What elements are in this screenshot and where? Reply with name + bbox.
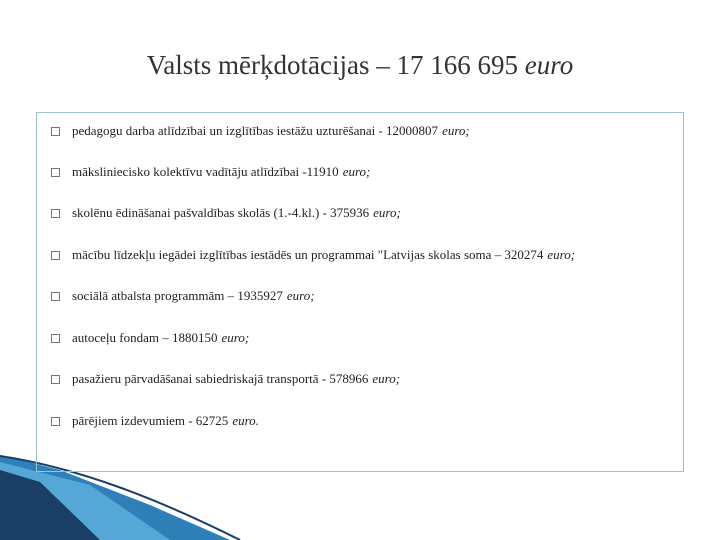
list-item bbox=[51, 286, 315, 306]
item-unit: euro; bbox=[286, 288, 315, 303]
item-text: pedagogu darba atlīdzībai un izglītības iestāžu uzturēšanai - 12000807 bbox=[72, 123, 439, 138]
square-bullet-icon bbox=[51, 168, 60, 177]
square-bullet-icon bbox=[51, 251, 60, 260]
item-unit: euro; bbox=[547, 247, 576, 262]
item-text: pārējiem izdevumiem - 62725 bbox=[72, 413, 229, 428]
square-bullet-icon bbox=[51, 375, 60, 384]
item-text: skolēnu ēdināšanai pašvaldības skolās (1.-4.kl.) - 375936 bbox=[72, 205, 370, 220]
item-text: pasažieru pārvadāšanai sabiedriskajā transportā - 578966 bbox=[72, 371, 369, 386]
title-unit: euro bbox=[524, 50, 574, 80]
list-item bbox=[51, 121, 470, 141]
item-text: mācību līdzekļu iegādei izglītības iestādēs un programmai "Latvijas skolas soma – 320274 bbox=[72, 247, 544, 262]
page-title bbox=[0, 50, 720, 81]
list-item bbox=[51, 411, 259, 431]
square-bullet-icon bbox=[51, 417, 60, 426]
list-item bbox=[51, 245, 575, 265]
square-bullet-icon bbox=[51, 209, 60, 218]
item-text: autoceļu fondam – 1880150 bbox=[72, 330, 218, 345]
item-unit: euro. bbox=[232, 413, 259, 428]
item-unit: euro; bbox=[372, 371, 401, 386]
item-unit: euro; bbox=[221, 330, 250, 345]
item-unit: euro; bbox=[373, 205, 401, 220]
list-item bbox=[51, 162, 370, 182]
list-item bbox=[51, 369, 400, 389]
list-item bbox=[51, 203, 401, 223]
content-box bbox=[36, 112, 684, 472]
list-item bbox=[51, 328, 249, 348]
item-text: mākslinieciskо kolektīvu vadītāju atlīdzībai -11910 bbox=[72, 164, 339, 179]
square-bullet-icon bbox=[51, 127, 60, 136]
item-unit: euro; bbox=[342, 164, 371, 179]
item-text: sociālā atbalsta programmām – 1935927 bbox=[72, 288, 283, 303]
item-unit: euro; bbox=[442, 123, 470, 138]
square-bullet-icon bbox=[51, 334, 60, 343]
square-bullet-icon bbox=[51, 292, 60, 301]
title-text: Valsts mērķdotācijas – 17 166 695 bbox=[146, 50, 518, 80]
